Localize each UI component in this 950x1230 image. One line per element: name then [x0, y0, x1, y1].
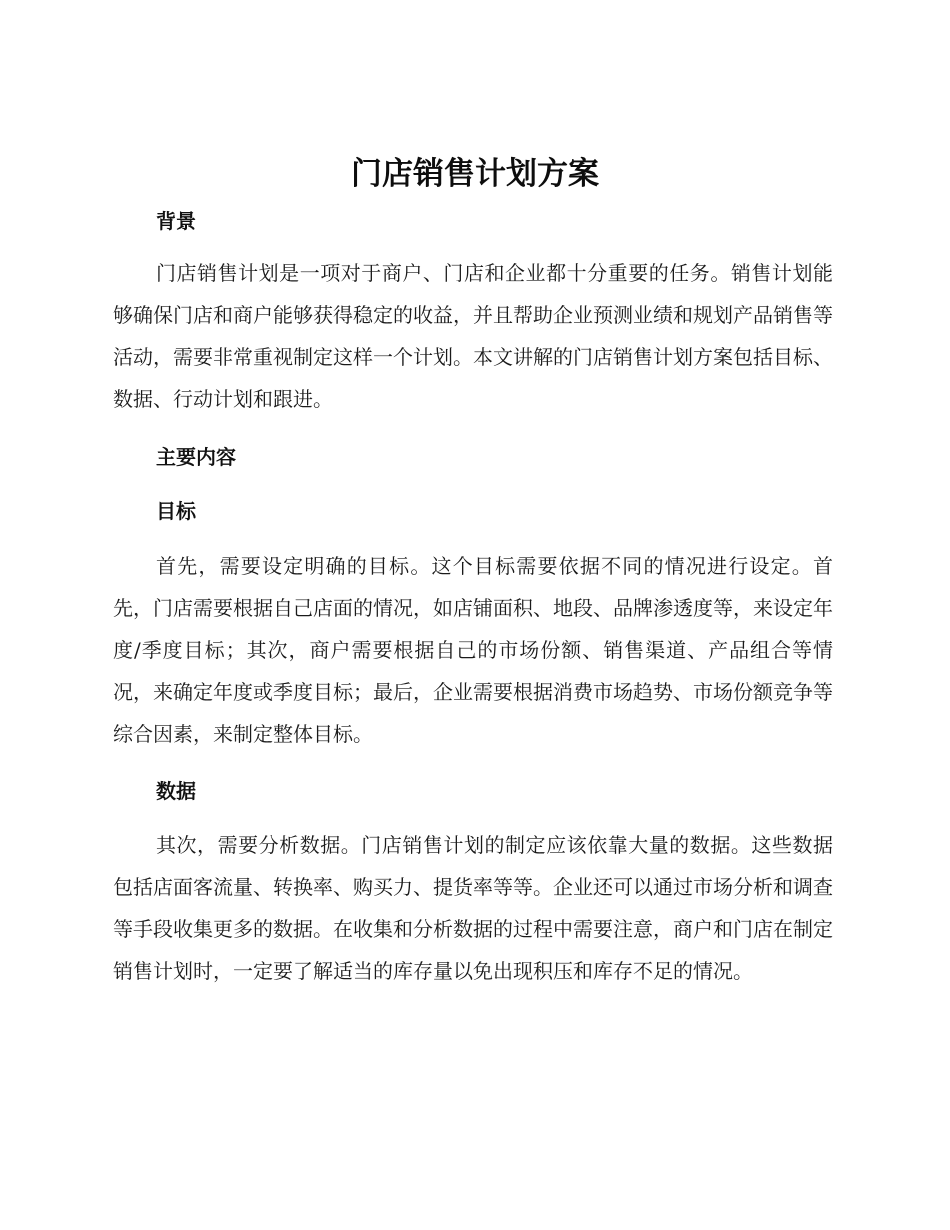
section-heading-goal: 目标 [156, 499, 196, 523]
paragraph-goal: 首先，需要设定明确的目标。这个目标需要依据不同的情况进行设定。首先，门店需要根据自己店面的情况，如店铺面积、地段、品牌渗透度等，来设定年度/季度目标；其次，商户需要根据自己的市场份额、销售渠道、产品组合等情况，来确定年度或季度目标；最后，企业需要根据消费市场趋势、市场份额竞争等综合因素，来制定整体目标。 [113, 554, 833, 746]
section-heading-main-content: 主要内容 [156, 445, 236, 469]
paragraph-data: 其次，需要分析数据。门店销售计划的制定应该依靠大量的数据。这些数据包括店面客流量、转换率、购买力、提货率等等。企业还可以通过市场分析和调查等手段收集更多的数据。在收集和分析数据的过程中需要注意，商户和门店在制定销售计划时，一定要了解适当的库存量以免出现积压和库存不足的情况。 [113, 833, 833, 983]
section-heading-data: 数据 [156, 779, 196, 803]
document-title: 门店销售计划方案 [351, 156, 599, 192]
paragraph-background: 门店销售计划是一项对于商户、门店和企业都十分重要的任务。销售计划能够确保门店和商户能够获得稳定的收益，并且帮助企业预测业绩和规划产品销售等活动，需要非常重视制定这样一个计划。本文讲解的门店销售计划方案包括目标、数据、行动计划和跟进。 [113, 261, 833, 411]
section-heading-background: 背景 [156, 209, 196, 233]
